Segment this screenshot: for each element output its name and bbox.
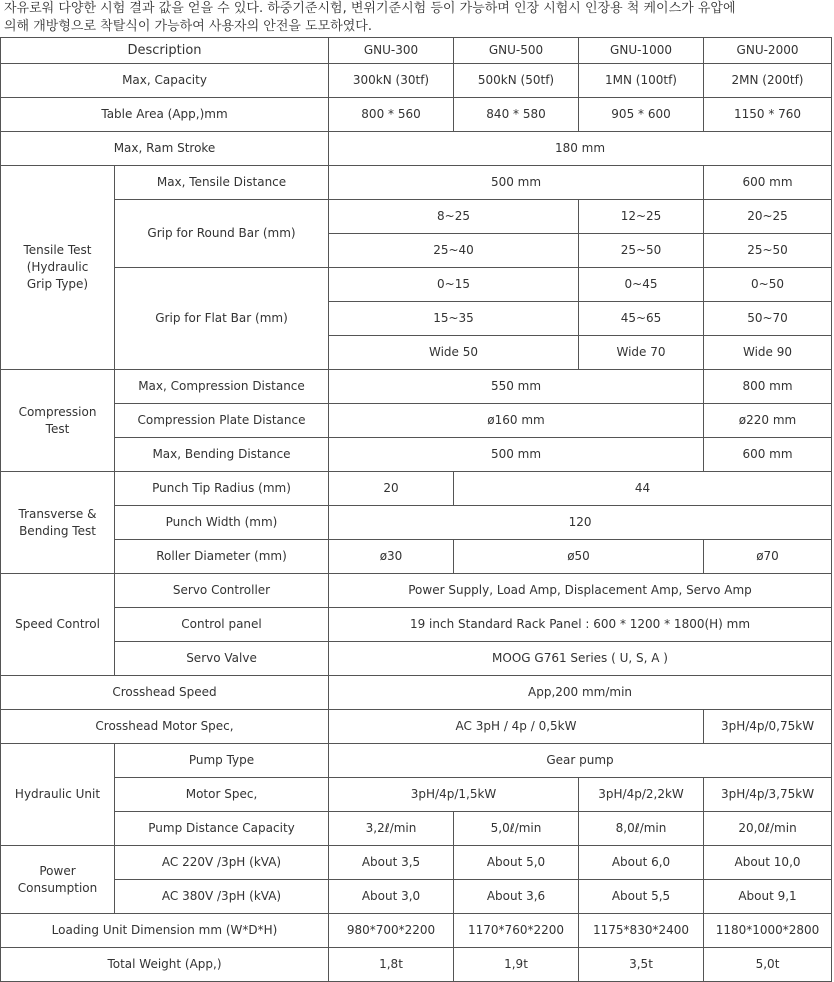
table-row-compression-distance xyxy=(1,370,832,404)
table-row-roller-diameter xyxy=(1,540,832,574)
table-cell: ø50 xyxy=(454,540,704,574)
table-row-flat-bar xyxy=(1,268,832,302)
row-label: AC 220V /3pH (kVA) xyxy=(115,846,329,880)
category-line: Tensile Test xyxy=(23,243,92,257)
table-cell: 8~25 xyxy=(329,200,579,234)
table-cell: 1175*830*2400 xyxy=(579,914,704,948)
table-cell: 0~45 xyxy=(579,268,704,302)
table-cell: ø160 mm xyxy=(329,404,704,438)
table-cell: 19 inch Standard Rack Panel : 600 * 1200 * 1800(H) mm xyxy=(329,608,832,642)
table-cell: 25~50 xyxy=(579,234,704,268)
row-label: Motor Spec, xyxy=(115,778,329,812)
model-header: GNU-1000 xyxy=(579,38,704,64)
table-cell: 2MN (200tf) xyxy=(704,64,832,98)
table-cell: 0~50 xyxy=(704,268,832,302)
table-cell: 12~25 xyxy=(579,200,704,234)
table-cell: 1180*1000*2800 xyxy=(704,914,832,948)
intro-line-2: 의해 개방형으로 착탈식이 가능하여 사용자의 안전을 도모하였다. xyxy=(4,19,372,34)
spec-table xyxy=(0,37,832,982)
table-cell: 1150 * 760 xyxy=(704,98,832,132)
table-cell: Wide 70 xyxy=(579,336,704,370)
category-power-consumption xyxy=(1,846,115,914)
table-cell: 500kN (50tf) xyxy=(454,64,579,98)
table-cell: Wide 50 xyxy=(329,336,579,370)
table-row-motor-spec xyxy=(1,778,832,812)
table-cell: 45~65 xyxy=(579,302,704,336)
table-cell: 120 xyxy=(329,506,832,540)
table-cell: About 5,5 xyxy=(579,880,704,914)
table-cell: 20 xyxy=(329,472,454,506)
category-compression-test xyxy=(1,370,115,472)
table-cell: 550 mm xyxy=(329,370,704,404)
table-cell: 44 xyxy=(454,472,832,506)
row-label: Crosshead Speed xyxy=(1,676,329,710)
table-row-servo-valve xyxy=(1,642,832,676)
table-cell: 0~15 xyxy=(329,268,579,302)
row-label: Max, Ram Stroke xyxy=(1,132,329,166)
table-row-table-area xyxy=(1,98,832,132)
table-cell: 8,0ℓ/min xyxy=(579,812,704,846)
table-row-ac380 xyxy=(1,880,832,914)
table-cell: About 3,0 xyxy=(329,880,454,914)
row-label: Loading Unit Dimension mm (W*D*H) xyxy=(1,914,329,948)
table-row-pump-capacity xyxy=(1,812,832,846)
category-line: Bending Test xyxy=(19,523,96,538)
table-cell: 905 * 600 xyxy=(579,98,704,132)
table-cell: 25~40 xyxy=(329,234,579,268)
table-cell: 600 mm xyxy=(704,438,832,472)
row-label: Servo Valve xyxy=(115,642,329,676)
row-label: Grip for Round Bar (mm) xyxy=(115,200,329,268)
table-cell: About 10,0 xyxy=(704,846,832,880)
category-line: Grip Type) xyxy=(26,277,89,291)
table-cell: About 9,1 xyxy=(704,880,832,914)
table-cell: 840 * 580 xyxy=(454,98,579,132)
row-label: Compression Plate Distance xyxy=(115,404,329,438)
table-cell: 980*700*2200 xyxy=(329,914,454,948)
row-label: Punch Width (mm) xyxy=(115,506,329,540)
table-row-crosshead-motor xyxy=(1,710,832,744)
table-row-tensile-distance xyxy=(1,166,832,200)
row-label: Max, Bending Distance xyxy=(115,438,329,472)
category-line: (Hydraulic xyxy=(26,260,89,274)
table-row-punch-tip xyxy=(1,472,832,506)
table-cell: About 3,6 xyxy=(454,880,579,914)
table-row-compression-plate xyxy=(1,404,832,438)
table-row-loading-unit xyxy=(1,914,832,948)
table-row-max-capacity xyxy=(1,64,832,98)
table-cell: 20~25 xyxy=(704,200,832,234)
row-label: Max, Compression Distance xyxy=(115,370,329,404)
category-speed-control: Speed Control xyxy=(1,574,115,676)
table-row-ram-stroke xyxy=(1,132,832,166)
table-cell: ø30 xyxy=(329,540,454,574)
row-label: Pump Distance Capacity xyxy=(115,812,329,846)
table-row-crosshead-speed xyxy=(1,676,832,710)
category-line: Compression xyxy=(18,404,97,419)
table-cell: 3pH/4p/0,75kW xyxy=(704,710,832,744)
table-row-pump-type xyxy=(1,744,832,778)
table-cell: 180 mm xyxy=(329,132,832,166)
table-cell: 20,0ℓ/min xyxy=(704,812,832,846)
table-row-servo-controller xyxy=(1,574,832,608)
category-line: Test xyxy=(45,421,70,436)
model-header: GNU-500 xyxy=(454,38,579,64)
row-label: Pump Type xyxy=(115,744,329,778)
table-header-row xyxy=(1,38,832,64)
table-row-ac220 xyxy=(1,846,832,880)
table-row-control-panel xyxy=(1,608,832,642)
table-cell: AC 3pH / 4p / 0,5kW xyxy=(329,710,704,744)
table-row-punch-width xyxy=(1,506,832,540)
model-header: GNU-300 xyxy=(329,38,454,64)
table-row-bending-distance xyxy=(1,438,832,472)
category-line: Consumption xyxy=(17,880,98,895)
category-line: Transverse & xyxy=(18,506,97,521)
category-transverse-bending xyxy=(1,472,115,574)
table-cell: 15~35 xyxy=(329,302,579,336)
table-cell: 3pH/4p/1,5kW xyxy=(329,778,579,812)
description-header: Description xyxy=(1,38,329,64)
table-cell: 500 mm xyxy=(329,166,704,200)
table-cell: Power Supply, Load Amp, Displacement Amp, Servo Amp xyxy=(329,574,832,608)
table-cell: 50~70 xyxy=(704,302,832,336)
table-cell: 3,5t xyxy=(579,948,704,982)
table-cell: 300kN (30tf) xyxy=(329,64,454,98)
table-row-round-bar xyxy=(1,200,832,234)
row-label: Total Weight (App,) xyxy=(1,948,329,982)
model-header: GNU-2000 xyxy=(704,38,832,64)
table-cell: 1,9t xyxy=(454,948,579,982)
table-cell: 600 mm xyxy=(704,166,832,200)
table-cell: About 3,5 xyxy=(329,846,454,880)
row-label: Max, Capacity xyxy=(1,64,329,98)
table-cell: 1,8t xyxy=(329,948,454,982)
intro-text xyxy=(4,0,830,36)
table-cell: 3pH/4p/2,2kW xyxy=(579,778,704,812)
table-cell: Wide 90 xyxy=(704,336,832,370)
table-cell: 500 mm xyxy=(329,438,704,472)
table-cell: MOOG G761 Series ( U, S, A ) xyxy=(329,642,832,676)
table-cell: 5,0ℓ/min xyxy=(454,812,579,846)
table-cell: 5,0t xyxy=(704,948,832,982)
row-label: Max, Tensile Distance xyxy=(115,166,329,200)
table-cell: About 6,0 xyxy=(579,846,704,880)
table-cell: ø220 mm xyxy=(704,404,832,438)
row-label: Roller Diameter (mm) xyxy=(115,540,329,574)
table-cell: Gear pump xyxy=(329,744,832,778)
row-label: Table Area (App,)mm xyxy=(1,98,329,132)
row-label: Punch Tip Radius (mm) xyxy=(115,472,329,506)
table-cell: 800 mm xyxy=(704,370,832,404)
category-tensile-test xyxy=(1,166,115,370)
table-cell: 25~50 xyxy=(704,234,832,268)
category-line: Power xyxy=(39,863,76,878)
table-cell: App,200 mm/min xyxy=(329,676,832,710)
category-hydraulic-unit: Hydraulic Unit xyxy=(1,744,115,846)
table-cell: 3pH/4p/3,75kW xyxy=(704,778,832,812)
table-cell: 1MN (100tf) xyxy=(579,64,704,98)
table-cell: ø70 xyxy=(704,540,832,574)
table-cell: 3,2ℓ/min xyxy=(329,812,454,846)
table-cell: 1170*760*2200 xyxy=(454,914,579,948)
row-label: Control panel xyxy=(115,608,329,642)
row-label: Crosshead Motor Spec, xyxy=(1,710,329,744)
table-cell: About 5,0 xyxy=(454,846,579,880)
table-cell: 800 * 560 xyxy=(329,98,454,132)
table-row-total-weight xyxy=(1,948,832,982)
intro-line-1: 자유로워 다양한 시험 결과 값을 얻을 수 있다. 하중기준시험, 변위기준시험 등이 가능하며 인장 시험시 인장용 척 케이스가 유압에 xyxy=(4,1,736,16)
row-label: AC 380V /3pH (kVA) xyxy=(115,880,329,914)
row-label: Servo Controller xyxy=(115,574,329,608)
row-label: Grip for Flat Bar (mm) xyxy=(115,268,329,370)
